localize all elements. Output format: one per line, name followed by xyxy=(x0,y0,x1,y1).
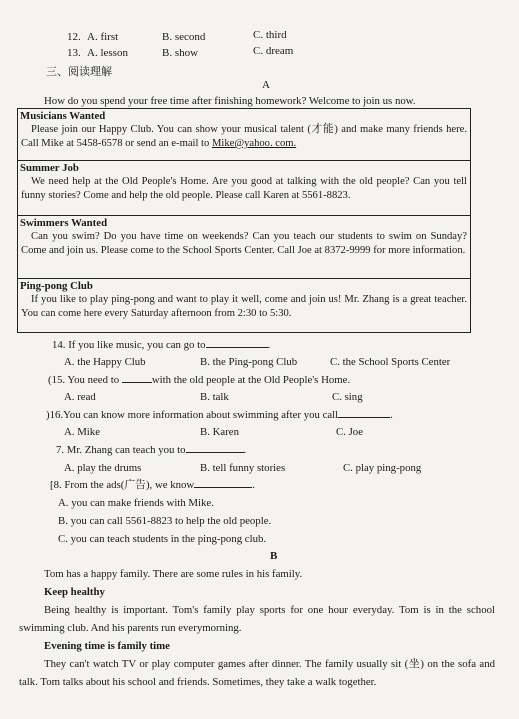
q15-option-b: B. talk xyxy=(200,391,229,403)
ad-text xyxy=(21,123,467,151)
passage-a-intro: How do you spend your free time after finishing homework? Welcome to join us now. xyxy=(44,95,416,107)
ad-box-musicians xyxy=(17,108,471,161)
section-heading: 三、阅读理解 xyxy=(46,66,112,78)
ad-box-ping-pong xyxy=(17,278,471,333)
question-18-stem: [8. From the ads(广告), we know . xyxy=(50,479,255,491)
ad-text-main: Please join our Happy Club. You can show your musical talent (才能) and make many friends here. Call Mike at 5458-6578 or send an e-mail to xyxy=(21,124,467,149)
q14-option-b: B. the Ping-pong Club xyxy=(200,356,298,368)
ad-title: Musicians Wanted xyxy=(20,110,106,122)
q15-option-a: A. read xyxy=(64,391,96,403)
q16-option-c: C. Joe xyxy=(336,426,363,438)
paragraph-evening-time: They can't watch TV or play computer games after dinner. The family usually sit (坐) on the sofa and talk. Tom talks about his school and friends. Sometimes, they take a walk together. xyxy=(19,658,495,688)
q14-option-c: C. the School Sports Center xyxy=(330,356,451,368)
q13-number: 13. xyxy=(67,47,81,59)
passage-b-label: B xyxy=(270,550,278,562)
heading-keep-healthy: Keep healthy xyxy=(44,586,105,598)
ad-title: Swimmers Wanted xyxy=(20,217,108,229)
question-17-stem: 7. Mr. Zhang can teach you to . xyxy=(56,444,247,456)
paragraph-keep-healthy: Being healthy is important. Tom's family play sports for one hour everyday. Tom is in the school swimming club. And his parents run everymorning. xyxy=(19,604,495,634)
question-16-stem: )16.You can know more information about swimming after you call . xyxy=(46,409,393,421)
q13-option-c: C. dream xyxy=(253,45,294,57)
q15-option-c: C. sing xyxy=(332,391,363,403)
q13-option-a: A. lesson xyxy=(87,47,128,59)
q13-option-b: B. show xyxy=(162,47,199,59)
q18-option-c: C. you can teach students in the ping-pong club. xyxy=(58,533,267,545)
ad-text: We need help at the Old People's Home. Are you good at talking with the old people? Can you tell funny stories? Come and help the old people. Please call Karen at 5561-8823. xyxy=(21,176,467,201)
q12-option-b: B. second xyxy=(162,31,206,43)
q16-option-b: B. Karen xyxy=(200,426,239,438)
q18-option-b: B. you can call 5561-8823 to help the old people. xyxy=(58,515,272,527)
ad-title: Summer Job xyxy=(20,162,79,174)
q17-option-b: B. tell funny stories xyxy=(200,462,286,474)
ad-box-summer-job xyxy=(17,160,471,216)
q14-option-a: A. the Happy Club xyxy=(64,356,146,368)
q17-option-a: A. play the drums xyxy=(64,462,142,474)
email-link[interactable]: Mike@yahoo. com. xyxy=(211,138,297,149)
ad-text: Can you swim? Do you have time on weekends? Can you teach our students to swim on Sunday? Come and join us. Please come to the School Sports Center. Call Joe at 8372-9999 for more information. xyxy=(21,231,467,256)
question-15-stem: (15. You need to with the old people at the Old People's Home. xyxy=(48,374,351,386)
q17-option-c: C. play ping-pong xyxy=(343,462,422,474)
question-14-stem: 14. If you like music, you can go to . xyxy=(52,339,271,351)
passage-b-intro: Tom has a happy family. There are some rules in his family. xyxy=(44,568,303,580)
q16-option-a: A. Mike xyxy=(64,426,100,438)
q12-option-a: A. first xyxy=(87,31,119,43)
passage-a-label: A xyxy=(262,79,270,91)
ad-box-swimmers xyxy=(17,215,471,279)
q12-number: 12. xyxy=(67,31,81,43)
q12-option-c: C. third xyxy=(253,29,287,41)
ad-text: If you like to play ping-pong and want to play it well, come and join us! Mr. Zhang is a great teacher. You can come here every Saturday afternoon from 2:30 to 5:30. xyxy=(21,294,467,319)
ad-title: Ping-pong Club xyxy=(20,280,93,292)
heading-evening-time: Evening time is family time xyxy=(44,640,170,652)
q18-option-a: A. you can make friends with Mike. xyxy=(58,497,214,509)
